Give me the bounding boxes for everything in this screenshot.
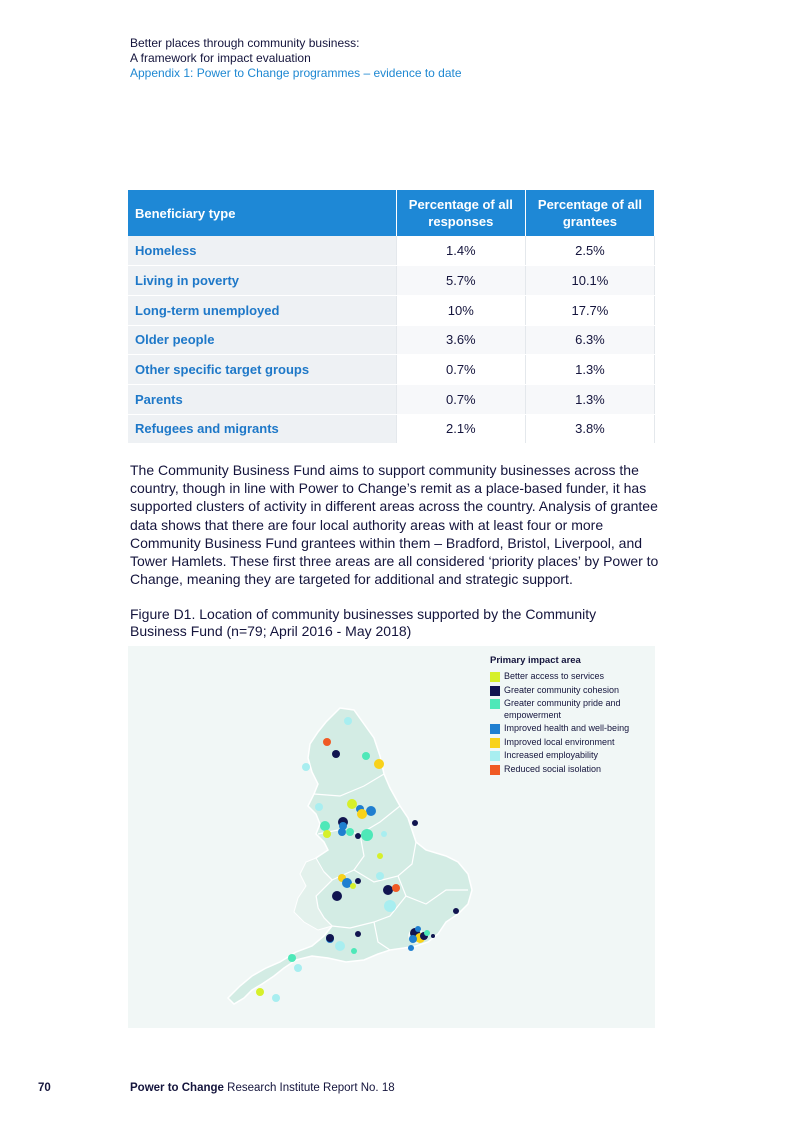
column-header: Percentage of all grantees [525, 190, 654, 236]
header-section: Appendix 1: Power to Change programmes – evidence to date [130, 66, 462, 80]
grantee-marker [409, 935, 417, 943]
page-number: 70 [38, 1082, 51, 1094]
grantee-marker [351, 948, 357, 954]
legend-label: Improved health and well-being [504, 723, 630, 733]
table-row [128, 414, 655, 444]
body-paragraph: The Community Business Fund aims to support community businesses across the country, though in line with Power to Change’s remit as a place-based funder, it has supported clusters of activity in different areas across the country. Analysis of grantee data shows that there are four local authority areas with at least four or more Community Business Fund grantees within them – Bradford, Bristol, Liverpool, and Tower Hamlets. These first three areas are all considered ‘priority places’ by Power to Change, meaning they are targeted for additional and strategic support. [130, 462, 659, 588]
grantee-marker [355, 931, 361, 937]
beneficiary-type: Parents [128, 384, 396, 414]
table-row [128, 266, 655, 296]
beneficiary-type: Other specific target groups [128, 355, 396, 385]
grantee-marker [335, 941, 345, 951]
pct-grantees: 1.3% [525, 355, 654, 385]
pct-responses: 2.1% [396, 414, 525, 444]
table-header-row [128, 190, 655, 236]
legend-item [490, 723, 660, 735]
beneficiary-type: Living in poverty [128, 266, 396, 296]
running-header [130, 36, 462, 81]
grantee-marker [377, 853, 383, 859]
legend-swatch [490, 672, 500, 682]
grantee-marker [294, 964, 302, 972]
grantee-marker [315, 803, 323, 811]
grantee-marker [288, 954, 296, 962]
grantee-marker [332, 891, 342, 901]
table-row [128, 236, 655, 266]
grantee-marker [415, 926, 421, 932]
legend-swatch [490, 738, 500, 748]
legend-item [490, 737, 660, 749]
pct-responses: 0.7% [396, 355, 525, 385]
grantee-marker [350, 883, 356, 889]
grantee-marker [357, 809, 367, 819]
legend-swatch [490, 686, 500, 696]
grantee-marker [366, 806, 376, 816]
pct-responses: 0.7% [396, 384, 525, 414]
grantee-marker [326, 934, 334, 942]
figure-caption: Figure D1. Location of community businesses supported by the Community Business Fund (n=79; April 2016 - May 2018) [130, 606, 597, 639]
legend-item [490, 764, 660, 776]
table-row [128, 295, 655, 325]
beneficiary-type: Homeless [128, 236, 396, 266]
pct-responses: 1.4% [396, 236, 525, 266]
pct-grantees: 2.5% [525, 236, 654, 266]
legend-item [490, 685, 660, 697]
pct-grantees: 6.3% [525, 325, 654, 355]
grantee-marker [362, 752, 370, 760]
legend-label: Greater community pride and empowerment [504, 698, 621, 720]
legend-title: Primary impact area [490, 655, 581, 666]
table-row [128, 355, 655, 385]
beneficiary-type: Older people [128, 325, 396, 355]
grantee-marker [302, 763, 310, 771]
grantee-marker [361, 829, 373, 841]
column-header: Beneficiary type [128, 190, 396, 236]
grantee-marker [346, 828, 354, 836]
pct-responses: 5.7% [396, 266, 525, 296]
pct-responses: 3.6% [396, 325, 525, 355]
grantee-marker [381, 831, 387, 837]
grantee-marker [376, 872, 384, 880]
grantee-marker [344, 717, 352, 725]
table-row [128, 325, 655, 355]
legend-label: Greater community cohesion [504, 684, 620, 695]
legend-label: Improved local environment [504, 736, 615, 747]
grantee-marker [338, 828, 346, 836]
header-title: Better places through community business: [130, 36, 360, 50]
grantee-marker [355, 878, 361, 884]
beneficiary-table [128, 190, 655, 444]
grantee-marker [355, 833, 361, 839]
footer-org: Power to Change [130, 1082, 224, 1094]
grantee-marker [384, 900, 396, 912]
legend-swatch [490, 699, 500, 709]
grantee-marker [383, 885, 393, 895]
legend-label: Reduced social isolation [504, 763, 602, 774]
grantee-marker [332, 750, 340, 758]
grantee-marker [347, 799, 357, 809]
grantee-marker [272, 994, 280, 1002]
grantee-marker [453, 908, 459, 914]
legend-swatch [490, 765, 500, 775]
pct-responses: 10% [396, 295, 525, 325]
grantee-marker [431, 934, 435, 938]
map-legend [490, 655, 660, 777]
legend-swatch [490, 724, 500, 734]
legend-label: Increased employability [504, 750, 599, 760]
table-row [128, 384, 655, 414]
pct-grantees: 10.1% [525, 266, 654, 296]
grantee-marker [374, 759, 384, 769]
legend-item [490, 750, 660, 762]
grantee-marker [320, 821, 330, 831]
footer-report [130, 1082, 395, 1094]
grantee-marker [412, 820, 418, 826]
grantee-marker [408, 945, 414, 951]
grantee-marker [323, 738, 331, 746]
pct-grantees: 1.3% [525, 384, 654, 414]
grantee-marker [323, 830, 331, 838]
legend-item [490, 671, 660, 683]
grantee-marker [424, 930, 430, 936]
legend-label: Better access to services [504, 671, 605, 681]
legend-swatch [490, 751, 500, 761]
header-subtitle: A framework for impact evaluation [130, 51, 311, 65]
column-header: Percentage of all responses [396, 190, 525, 236]
grantee-marker [256, 988, 264, 996]
beneficiary-type: Refugees and migrants [128, 414, 396, 444]
grantee-marker [392, 884, 400, 892]
pct-grantees: 17.7% [525, 295, 654, 325]
legend-item [490, 698, 660, 721]
beneficiary-type: Long-term unemployed [128, 295, 396, 325]
footer-report-title: Research Institute Report No. 18 [227, 1082, 395, 1094]
pct-grantees: 3.8% [525, 414, 654, 444]
